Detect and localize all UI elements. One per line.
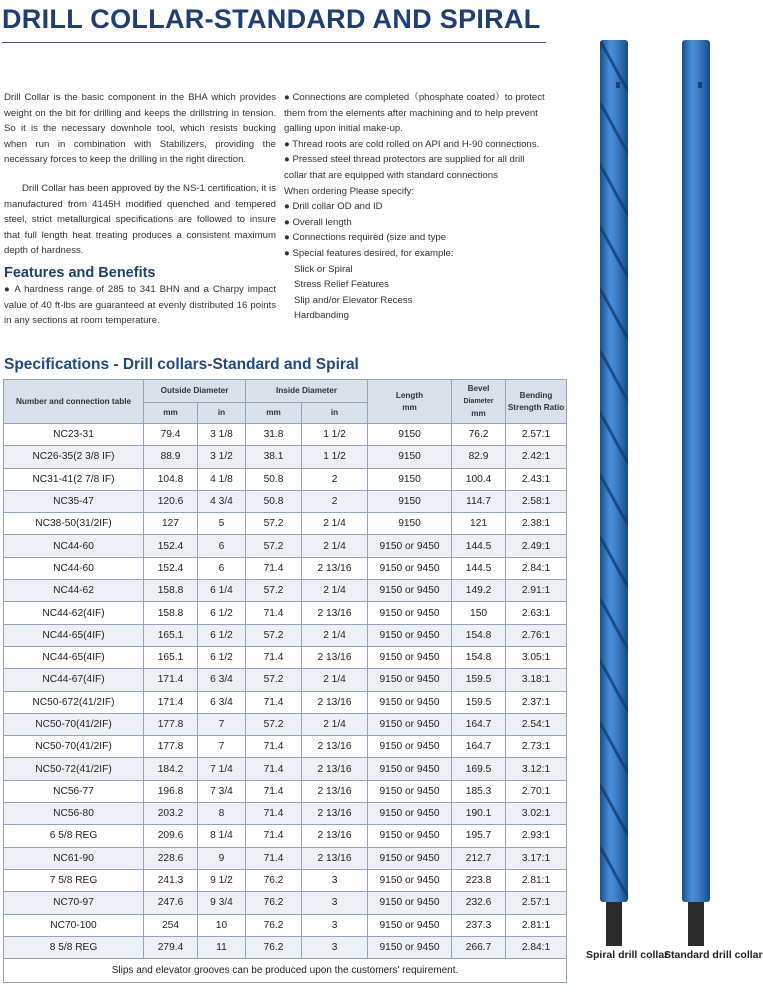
cell-length: 9150 or 9450 — [368, 869, 452, 891]
cell-bevel-diameter: 232.6 — [452, 892, 506, 914]
cell-connection: NC23-31 — [4, 424, 144, 446]
header-bending-strength-ratio: Bending Strength Ratio — [506, 380, 567, 424]
cell-connection: NC44-65(4IF) — [4, 646, 144, 668]
cell-od-in: 11 — [198, 936, 246, 958]
table-row — [4, 936, 567, 958]
cell-id-in: 2 13/16 — [302, 646, 368, 668]
header-od-mm: mm — [144, 403, 198, 424]
cell-od-mm: 254 — [144, 914, 198, 936]
cell-length: 9150 — [368, 468, 452, 490]
cell-id-in: 2 13/16 — [302, 736, 368, 758]
table-row — [4, 713, 567, 735]
cell-od-mm: 203.2 — [144, 803, 198, 825]
cell-id-mm: 71.4 — [246, 847, 302, 869]
cell-od-mm: 209.6 — [144, 825, 198, 847]
spiral-drill-collar-image — [592, 36, 636, 948]
specifications-table-body — [4, 424, 567, 959]
cell-od-mm: 127 — [144, 513, 198, 535]
cell-id-mm: 76.2 — [246, 936, 302, 958]
cell-connection: NC70-100 — [4, 914, 144, 936]
cell-bending-strength-ratio: 3.05:1 — [506, 646, 567, 668]
cell-od-mm: 79.4 — [144, 424, 198, 446]
cell-id-in: 2 13/16 — [302, 825, 368, 847]
table-row — [4, 869, 567, 891]
cell-connection: NC44-62(4IF) — [4, 602, 144, 624]
cell-id-in: 3 — [302, 869, 368, 891]
table-row — [4, 446, 567, 468]
cell-bending-strength-ratio: 2.70:1 — [506, 780, 567, 802]
features-text: ● A hardness range of 285 to 341 BHN and a Charpy impact value of 40 ft-lbs are guaranteed at evenly distributed 16 points in any sections at room temperature. — [4, 283, 276, 327]
cell-od-mm: 241.3 — [144, 869, 198, 891]
cell-id-mm: 57.2 — [246, 513, 302, 535]
cell-bevel-diameter: 237.3 — [452, 914, 506, 936]
right-column — [284, 90, 546, 324]
cell-bending-strength-ratio: 2.84:1 — [506, 557, 567, 579]
cell-od-in: 4 3/4 — [198, 490, 246, 512]
cell-bending-strength-ratio: 2.57:1 — [506, 892, 567, 914]
table-row — [4, 758, 567, 780]
cell-bevel-diameter: 144.5 — [452, 535, 506, 557]
spiral-pin-end — [606, 902, 622, 946]
cell-length: 9150 or 9450 — [368, 847, 452, 869]
cell-bending-strength-ratio: 2.81:1 — [506, 869, 567, 891]
cell-od-in: 10 — [198, 914, 246, 936]
cell-bevel-diameter: 114.7 — [452, 490, 506, 512]
cell-bending-strength-ratio: 2.49:1 — [506, 535, 567, 557]
cell-id-mm: 76.2 — [246, 914, 302, 936]
header-length — [368, 380, 452, 424]
specifications-heading: Specifications - Drill collars-Standard and Spiral — [4, 356, 359, 373]
cell-od-mm: 165.1 — [144, 624, 198, 646]
cell-bevel-diameter: 185.3 — [452, 780, 506, 802]
cell-bevel-diameter: 190.1 — [452, 803, 506, 825]
cell-id-mm: 50.8 — [246, 490, 302, 512]
cell-id-in: 3 — [302, 892, 368, 914]
cell-length: 9150 — [368, 446, 452, 468]
cell-od-mm: 171.4 — [144, 669, 198, 691]
cell-id-mm: 71.4 — [246, 646, 302, 668]
cell-connection: NC50-72(41/2IF) — [4, 758, 144, 780]
intro-paragraph-2: Drill Collar has been approved by the NS-1 certification, it is manufactured from 4145H modified quenched and tempered steel, strict metallurgical specifications are followed to insure that full length heat treating produces a consistent maximum depth of hardness. — [4, 182, 276, 257]
cell-length: 9150 or 9450 — [368, 691, 452, 713]
cell-od-in: 3 1/2 — [198, 446, 246, 468]
bullet-thread-roots: ● Thread roots are cold rolled on API and H-90 connections. — [284, 138, 540, 150]
table-row — [4, 825, 567, 847]
table-row — [4, 803, 567, 825]
title-divider — [2, 42, 546, 43]
table-row — [4, 580, 567, 602]
cell-od-mm: 228.6 — [144, 847, 198, 869]
cell-bending-strength-ratio: 2.43:1 — [506, 468, 567, 490]
cell-id-mm: 71.4 — [246, 758, 302, 780]
cell-connection: 7 5/8 REG — [4, 869, 144, 891]
cell-od-mm: 120.6 — [144, 490, 198, 512]
cell-bevel-diameter: 100.4 — [452, 468, 506, 490]
cell-connection: NC50-672(41/2IF) — [4, 691, 144, 713]
cell-connection: NC50-70(41/2IF) — [4, 713, 144, 735]
cell-bending-strength-ratio: 2.81:1 — [506, 914, 567, 936]
table-row — [4, 691, 567, 713]
ordering-heading: When ordering Please specify: — [284, 185, 415, 197]
standard-upper-recess — [698, 82, 702, 88]
header-od-in: in — [198, 403, 246, 424]
cell-id-mm: 76.2 — [246, 869, 302, 891]
cell-id-mm: 71.4 — [246, 602, 302, 624]
cell-connection: NC31-41(2 7/8 IF) — [4, 468, 144, 490]
cell-bending-strength-ratio: 2.84:1 — [506, 936, 567, 958]
cell-bending-strength-ratio: 3.12:1 — [506, 758, 567, 780]
cell-length: 9150 — [368, 424, 452, 446]
standard-drill-collar-image — [674, 36, 718, 948]
cell-bevel-diameter: 144.5 — [452, 557, 506, 579]
cell-length: 9150 or 9450 — [368, 535, 452, 557]
cell-bevel-diameter: 121 — [452, 513, 506, 535]
cell-od-in: 8 — [198, 803, 246, 825]
cell-connection: NC70-97 — [4, 892, 144, 914]
cell-bevel-diameter: 212.7 — [452, 847, 506, 869]
cell-id-mm: 71.4 — [246, 691, 302, 713]
cell-od-mm: 88.9 — [144, 446, 198, 468]
cell-bevel-diameter: 164.7 — [452, 713, 506, 735]
table-row — [4, 892, 567, 914]
cell-id-mm: 57.2 — [246, 580, 302, 602]
cell-od-in: 6 1/4 — [198, 580, 246, 602]
cell-length: 9150 or 9450 — [368, 914, 452, 936]
cell-connection: NC61-90 — [4, 847, 144, 869]
cell-connection: NC44-60 — [4, 557, 144, 579]
cell-length: 9150 or 9450 — [368, 825, 452, 847]
cell-bending-strength-ratio: 2.73:1 — [506, 736, 567, 758]
bullet-connections: ● Connections are completed（phosphate coated）to protect them from the elements after machining and to help prevent galling upon initial make-up. — [284, 92, 545, 135]
table-row — [4, 780, 567, 802]
ordering-item-length: ● Overall length — [284, 216, 352, 228]
cell-bending-strength-ratio: 2.37:1 — [506, 691, 567, 713]
cell-od-in: 6 1/2 — [198, 602, 246, 624]
table-row — [4, 535, 567, 557]
special-slip-recess: Slip and/or Elevator Recess — [294, 294, 413, 306]
table-row — [4, 646, 567, 668]
table-row — [4, 513, 567, 535]
special-stress-relief: Stress Relief Features — [294, 279, 389, 291]
standard-pin-end — [688, 902, 704, 946]
table-row — [4, 424, 567, 446]
cell-id-in: 2 1/4 — [302, 624, 368, 646]
cell-id-mm: 31.8 — [246, 424, 302, 446]
table-row — [4, 490, 567, 512]
cell-od-mm: 196.8 — [144, 780, 198, 802]
cell-id-in: 1 1/2 — [302, 424, 368, 446]
cell-bevel-diameter: 195.7 — [452, 825, 506, 847]
cell-bevel-diameter: 154.8 — [452, 646, 506, 668]
cell-length: 9150 or 9450 — [368, 624, 452, 646]
cell-id-in: 2 1/4 — [302, 580, 368, 602]
cell-id-in: 2 13/16 — [302, 691, 368, 713]
cell-id-mm: 71.4 — [246, 780, 302, 802]
ordering-item-od-id: ● Drill collar OD and ID — [284, 201, 383, 213]
ordering-item-connections: ● Connections required (size and type — [284, 232, 447, 244]
header-bevel-label: Bevel — [467, 384, 490, 393]
cell-od-mm: 171.4 — [144, 691, 198, 713]
cell-bending-strength-ratio: 2.57:1 — [506, 424, 567, 446]
cell-od-in: 6 — [198, 535, 246, 557]
cell-id-mm: 76.2 — [246, 892, 302, 914]
cell-od-mm: 177.8 — [144, 736, 198, 758]
cell-length: 9150 or 9450 — [368, 669, 452, 691]
cell-bevel-diameter: 82.9 — [452, 446, 506, 468]
cell-od-in: 7 3/4 — [198, 780, 246, 802]
header-bevel-sub: Diameter — [463, 398, 494, 405]
standard-pipe-body — [682, 40, 710, 902]
cell-bevel-diameter: 76.2 — [452, 424, 506, 446]
cell-connection: NC44-62 — [4, 580, 144, 602]
cell-id-mm: 50.8 — [246, 468, 302, 490]
cell-id-in: 3 — [302, 914, 368, 936]
cell-connection: NC44-60 — [4, 535, 144, 557]
cell-bending-strength-ratio: 2.93:1 — [506, 825, 567, 847]
cell-bending-strength-ratio: 2.42:1 — [506, 446, 567, 468]
header-outside-diameter: Outside Diameter — [144, 380, 246, 403]
cell-id-mm: 57.2 — [246, 713, 302, 735]
cell-connection: NC44-65(4IF) — [4, 624, 144, 646]
cell-od-in: 8 1/4 — [198, 825, 246, 847]
cell-od-mm: 158.8 — [144, 580, 198, 602]
cell-bevel-diameter: 149.2 — [452, 580, 506, 602]
cell-bevel-diameter: 159.5 — [452, 669, 506, 691]
cell-connection: NC56-77 — [4, 780, 144, 802]
cell-id-mm: 57.2 — [246, 535, 302, 557]
cell-bending-strength-ratio: 2.54:1 — [506, 713, 567, 735]
cell-id-in: 2 1/4 — [302, 535, 368, 557]
cell-connection: NC38-50(31/2IF) — [4, 513, 144, 535]
cell-id-mm: 38.1 — [246, 446, 302, 468]
cell-od-in: 6 — [198, 557, 246, 579]
cell-connection: 6 5/8 REG — [4, 825, 144, 847]
cell-length: 9150 or 9450 — [368, 602, 452, 624]
cell-bevel-diameter: 223.8 — [452, 869, 506, 891]
cell-bevel-diameter: 164.7 — [452, 736, 506, 758]
spiral-upper-recess — [616, 82, 620, 88]
table-row — [4, 914, 567, 936]
cell-od-mm: 279.4 — [144, 936, 198, 958]
cell-length: 9150 or 9450 — [368, 780, 452, 802]
cell-bending-strength-ratio: 3.17:1 — [506, 847, 567, 869]
cell-id-in: 2 1/4 — [302, 669, 368, 691]
cell-od-in: 9 1/2 — [198, 869, 246, 891]
left-column — [4, 90, 276, 329]
cell-id-in: 2 1/4 — [302, 713, 368, 735]
cell-length: 9150 or 9450 — [368, 713, 452, 735]
features-heading: Features and Benefits — [4, 264, 156, 281]
specifications-table — [3, 379, 567, 983]
header-bevel-unit: mm — [471, 409, 486, 418]
cell-od-mm: 158.8 — [144, 602, 198, 624]
cell-connection: NC44-67(4IF) — [4, 669, 144, 691]
cell-id-in: 2 13/16 — [302, 803, 368, 825]
cell-id-in: 2 13/16 — [302, 758, 368, 780]
cell-od-in: 5 — [198, 513, 246, 535]
cell-connection: NC26-35(2 3/8 IF) — [4, 446, 144, 468]
table-row — [4, 557, 567, 579]
header-inside-diameter: Inside Diameter — [246, 380, 368, 403]
bullet-thread-protectors: ● Pressed steel thread protectors are supplied for all drill collar that are equipped with standard connections — [284, 154, 525, 181]
cell-bending-strength-ratio: 2.38:1 — [506, 513, 567, 535]
cell-connection: 8 5/8 REG — [4, 936, 144, 958]
cell-bending-strength-ratio: 3.18:1 — [506, 669, 567, 691]
cell-length: 9150 or 9450 — [368, 557, 452, 579]
header-length-label: Length — [395, 390, 424, 400]
cell-bending-strength-ratio: 2.91:1 — [506, 580, 567, 602]
cell-od-mm: 184.2 — [144, 758, 198, 780]
cell-od-in: 7 — [198, 736, 246, 758]
cell-bending-strength-ratio: 3.02:1 — [506, 803, 567, 825]
cell-connection: NC56-80 — [4, 803, 144, 825]
cell-length: 9150 — [368, 490, 452, 512]
cell-od-in: 9 3/4 — [198, 892, 246, 914]
header-id-in: in — [302, 403, 368, 424]
cell-bending-strength-ratio: 2.58:1 — [506, 490, 567, 512]
cell-id-mm: 71.4 — [246, 825, 302, 847]
cell-length: 9150 or 9450 — [368, 580, 452, 602]
cell-od-in: 6 1/2 — [198, 624, 246, 646]
cell-bending-strength-ratio: 2.63:1 — [506, 602, 567, 624]
cell-od-in: 6 3/4 — [198, 669, 246, 691]
cell-id-in: 1 1/2 — [302, 446, 368, 468]
cell-id-mm: 71.4 — [246, 557, 302, 579]
cell-id-in: 2 — [302, 490, 368, 512]
cell-od-in: 7 — [198, 713, 246, 735]
page-title: DRILL COLLAR-STANDARD AND SPIRAL — [2, 4, 541, 34]
cell-length: 9150 or 9450 — [368, 936, 452, 958]
cell-id-mm: 71.4 — [246, 736, 302, 758]
cell-bevel-diameter: 169.5 — [452, 758, 506, 780]
cell-od-mm: 152.4 — [144, 557, 198, 579]
special-hardbanding: Hardbanding — [294, 310, 349, 322]
table-footnote: Slips and elevator grooves can be produced upon the customers' requirement. — [4, 959, 567, 983]
ordering-item-special: ● Special features desired, for example: — [284, 247, 454, 259]
cell-od-mm: 177.8 — [144, 713, 198, 735]
cell-length: 9150 or 9450 — [368, 892, 452, 914]
cell-length: 9150 or 9450 — [368, 736, 452, 758]
cell-od-in: 6 3/4 — [198, 691, 246, 713]
cell-connection: NC50-70(41/2IF) — [4, 736, 144, 758]
cell-bevel-diameter: 159.5 — [452, 691, 506, 713]
special-slick-spiral: Slick or Spiral — [294, 263, 353, 275]
spiral-groove — [598, 0, 632, 34]
header-length-unit: mm — [402, 402, 417, 412]
cell-od-in: 3 1/8 — [198, 424, 246, 446]
cell-od-in: 6 1/2 — [198, 646, 246, 668]
cell-id-in: 2 — [302, 468, 368, 490]
cell-od-mm: 165.1 — [144, 646, 198, 668]
cell-length: 9150 or 9450 — [368, 758, 452, 780]
table-row — [4, 736, 567, 758]
header-bevel — [452, 380, 506, 424]
cell-od-mm: 247.6 — [144, 892, 198, 914]
table-row — [4, 468, 567, 490]
table-row — [4, 669, 567, 691]
cell-length: 9150 — [368, 513, 452, 535]
table-row — [4, 624, 567, 646]
cell-id-mm: 71.4 — [246, 803, 302, 825]
cell-bending-strength-ratio: 2.76:1 — [506, 624, 567, 646]
cell-od-in: 4 1/8 — [198, 468, 246, 490]
cell-id-in: 2 13/16 — [302, 602, 368, 624]
cell-id-mm: 57.2 — [246, 624, 302, 646]
cell-bevel-diameter: 266.7 — [452, 936, 506, 958]
cell-bevel-diameter: 150 — [452, 602, 506, 624]
cell-id-in: 2 13/16 — [302, 847, 368, 869]
standard-label: Standard drill collar — [664, 949, 763, 961]
cell-od-in: 7 1/4 — [198, 758, 246, 780]
cell-length: 9150 or 9450 — [368, 646, 452, 668]
cell-od-mm: 104.8 — [144, 468, 198, 490]
cell-id-in: 2 13/16 — [302, 780, 368, 802]
cell-bevel-diameter: 154.8 — [452, 624, 506, 646]
spiral-label: Spiral drill collar — [586, 949, 669, 961]
table-row — [4, 847, 567, 869]
cell-length: 9150 or 9450 — [368, 803, 452, 825]
cell-connection: NC35-47 — [4, 490, 144, 512]
header-number-connection: Number and connection table — [4, 380, 144, 424]
cell-id-in: 2 1/4 — [302, 513, 368, 535]
cell-od-mm: 152.4 — [144, 535, 198, 557]
cell-od-in: 9 — [198, 847, 246, 869]
cell-id-in: 3 — [302, 936, 368, 958]
cell-id-mm: 57.2 — [246, 669, 302, 691]
table-row — [4, 602, 567, 624]
cell-id-in: 2 13/16 — [302, 557, 368, 579]
intro-paragraph-1: Drill Collar is the basic component in the BHA which provides weight on the bit for drilling and keeps the drillstring in tension. So it is the necessary downhole tool, which resists bucking when run in combination with Stabilizers, providing the necessary forces to keep the drilling in the right direction. — [4, 92, 276, 166]
header-id-mm: mm — [246, 403, 302, 424]
